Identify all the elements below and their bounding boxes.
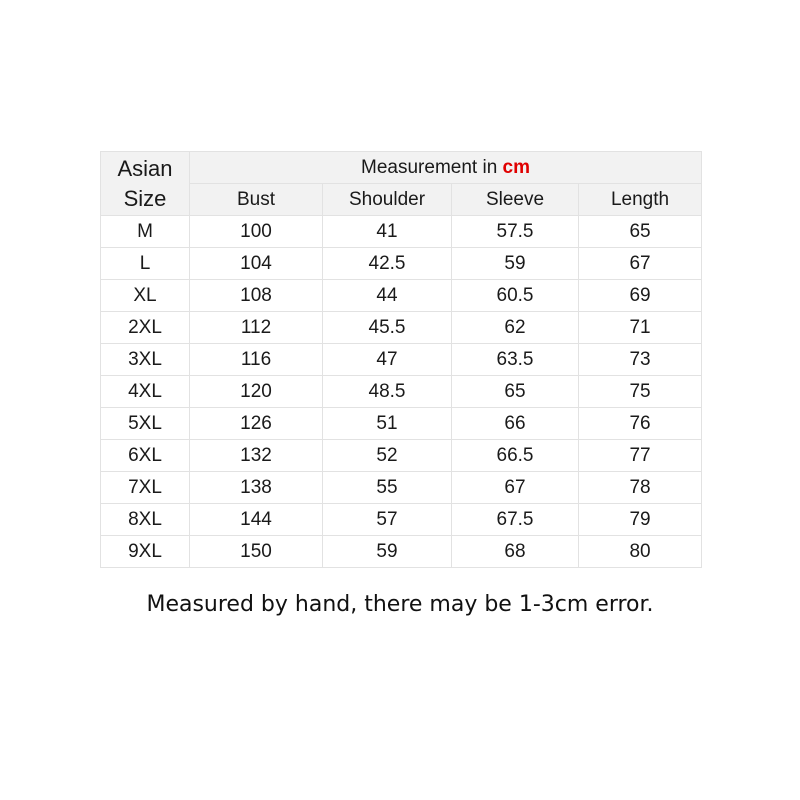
length-cell: 80 [579, 536, 702, 568]
table-row [101, 472, 702, 504]
size-cell: 8XL [101, 504, 190, 536]
bust-cell: 132 [190, 440, 323, 472]
length-cell: 71 [579, 312, 702, 344]
header-row-columns [101, 184, 702, 216]
sleeve-cell: 67 [452, 472, 579, 504]
size-cell: XL [101, 280, 190, 312]
column-header-sleeve: Sleeve [452, 184, 579, 216]
measurement-header-label: Measurement in [361, 156, 503, 178]
size-cell: 5XL [101, 408, 190, 440]
size-cell: 7XL [101, 472, 190, 504]
shoulder-cell: 44 [323, 280, 452, 312]
shoulder-cell: 57 [323, 504, 452, 536]
bust-cell: 120 [190, 376, 323, 408]
asian-size-header-line1: Asian [117, 155, 173, 181]
table-row [101, 248, 702, 280]
bust-cell: 104 [190, 248, 323, 280]
size-cell: 2XL [101, 312, 190, 344]
measurement-note: Measured by hand, there may be 1-3cm error. [146, 592, 654, 617]
shoulder-cell: 51 [323, 408, 452, 440]
size-chart-body [101, 216, 702, 568]
sleeve-cell: 67.5 [452, 504, 579, 536]
asian-size-header [101, 152, 190, 216]
sleeve-cell: 63.5 [452, 344, 579, 376]
table-row [101, 344, 702, 376]
table-row [101, 216, 702, 248]
sleeve-cell: 68 [452, 536, 579, 568]
length-cell: 76 [579, 408, 702, 440]
asian-size-header-line2: Size [123, 185, 167, 211]
size-cell: 4XL [101, 376, 190, 408]
shoulder-cell: 47 [323, 344, 452, 376]
bust-cell: 100 [190, 216, 323, 248]
table-row [101, 536, 702, 568]
bust-cell: 138 [190, 472, 323, 504]
table-row [101, 440, 702, 472]
column-header-length: Length [579, 184, 702, 216]
table-row [101, 504, 702, 536]
bust-cell: 112 [190, 312, 323, 344]
bust-cell: 116 [190, 344, 323, 376]
size-cell: L [101, 248, 190, 280]
size-cell: 9XL [101, 536, 190, 568]
length-cell: 79 [579, 504, 702, 536]
length-cell: 67 [579, 248, 702, 280]
shoulder-cell: 41 [323, 216, 452, 248]
size-cell: 3XL [101, 344, 190, 376]
table-row [101, 408, 702, 440]
header-row-top [101, 152, 702, 184]
sleeve-cell: 66.5 [452, 440, 579, 472]
column-header-shoulder: Shoulder [323, 184, 452, 216]
sleeve-cell: 59 [452, 248, 579, 280]
sleeve-cell: 60.5 [452, 280, 579, 312]
shoulder-cell: 45.5 [323, 312, 452, 344]
table-row [101, 312, 702, 344]
size-chart-table [100, 151, 702, 568]
sleeve-cell: 57.5 [452, 216, 579, 248]
length-cell: 73 [579, 344, 702, 376]
shoulder-cell: 59 [323, 536, 452, 568]
bust-cell: 126 [190, 408, 323, 440]
sleeve-cell: 65 [452, 376, 579, 408]
column-header-bust: Bust [190, 184, 323, 216]
length-cell: 65 [579, 216, 702, 248]
sleeve-cell: 66 [452, 408, 579, 440]
shoulder-cell: 48.5 [323, 376, 452, 408]
length-cell: 75 [579, 376, 702, 408]
size-cell: M [101, 216, 190, 248]
measurement-header [190, 152, 702, 184]
sleeve-cell: 62 [452, 312, 579, 344]
bust-cell: 144 [190, 504, 323, 536]
length-cell: 77 [579, 440, 702, 472]
table-row [101, 280, 702, 312]
shoulder-cell: 55 [323, 472, 452, 504]
shoulder-cell: 42.5 [323, 248, 452, 280]
bust-cell: 150 [190, 536, 323, 568]
length-cell: 69 [579, 280, 702, 312]
measurement-unit: cm [502, 156, 531, 178]
length-cell: 78 [579, 472, 702, 504]
size-cell: 6XL [101, 440, 190, 472]
shoulder-cell: 52 [323, 440, 452, 472]
size-chart-header [101, 152, 702, 216]
bust-cell: 108 [190, 280, 323, 312]
table-row [101, 376, 702, 408]
